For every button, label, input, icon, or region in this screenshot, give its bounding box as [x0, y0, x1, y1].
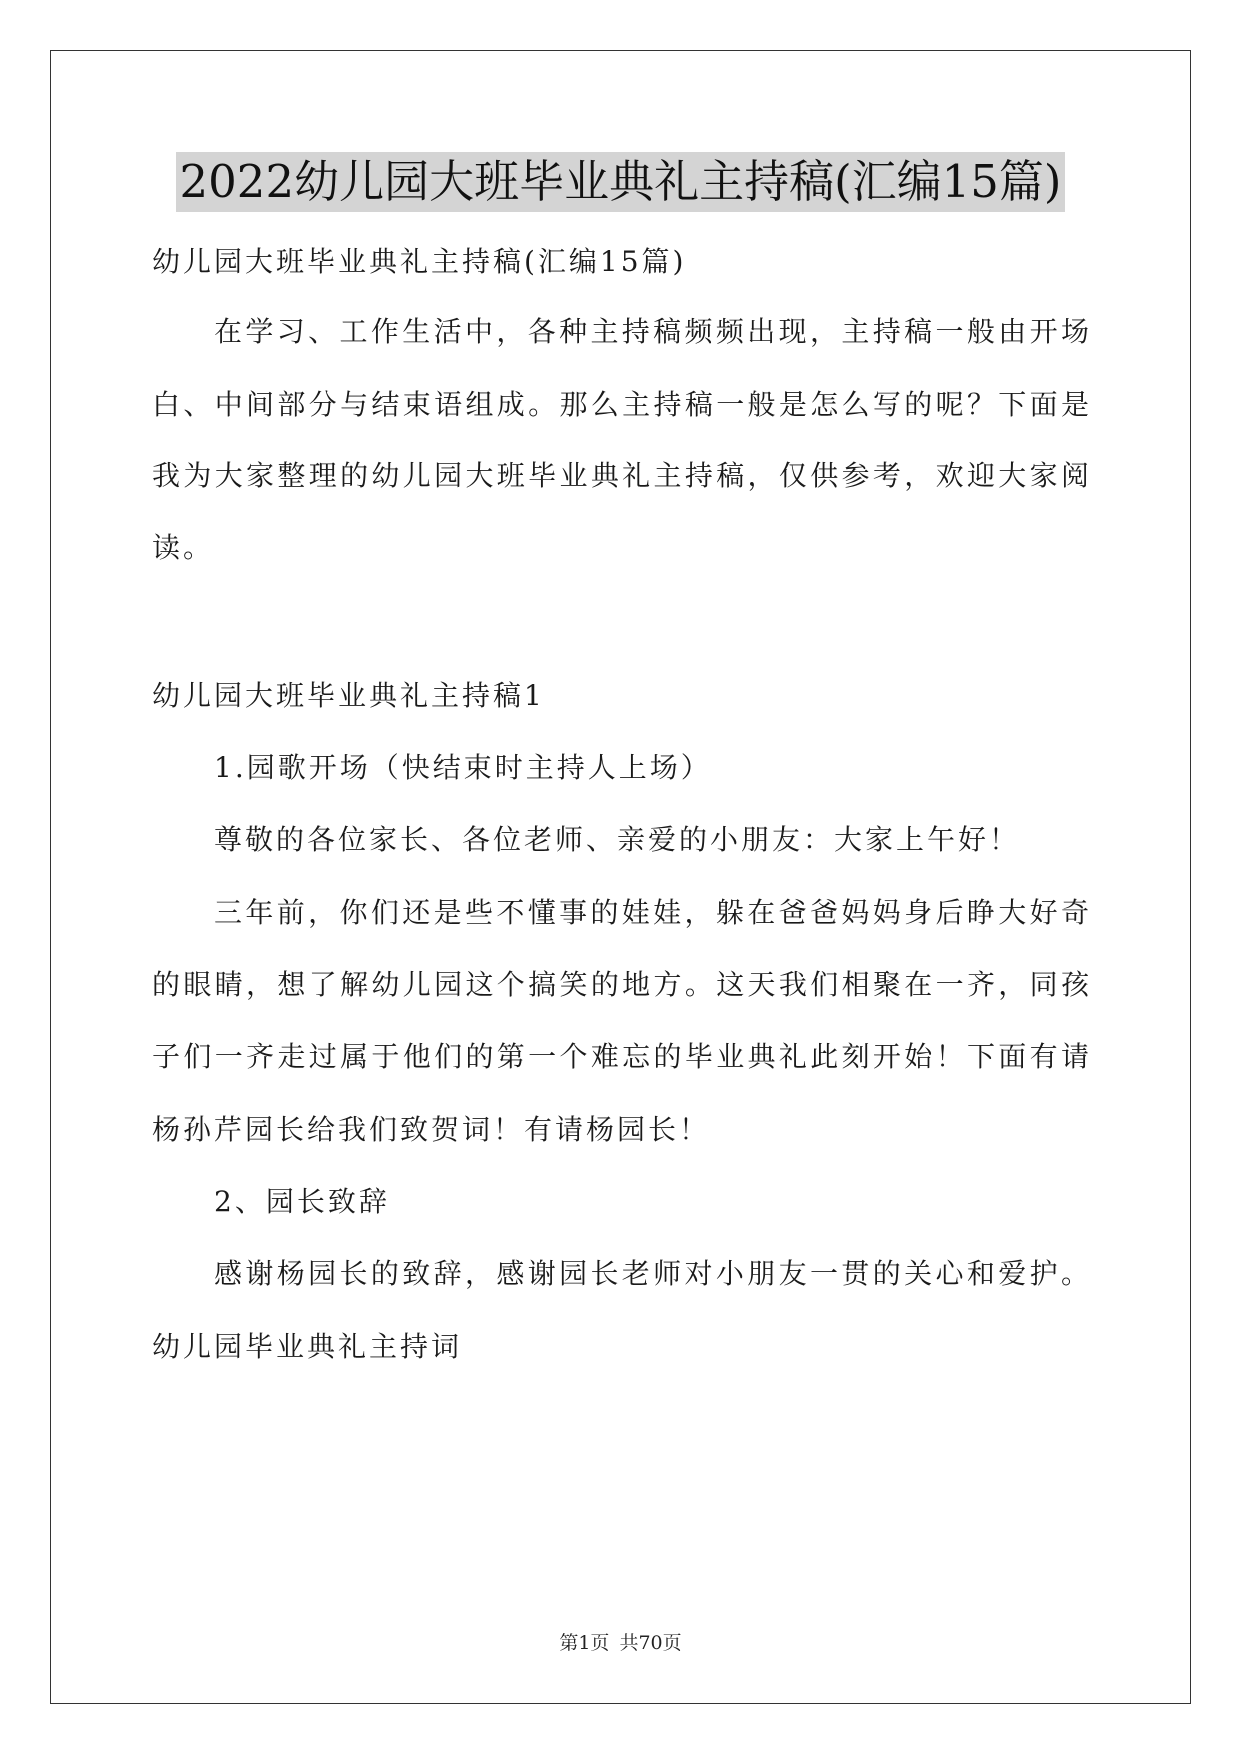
- section-heading: 幼儿园大班毕业典礼主持稿1: [152, 679, 545, 712]
- paragraph-line: 感谢杨园长的致辞，感谢园长老师对小朋友一贯的关心和爱护。: [214, 1257, 1092, 1290]
- document-title: 2022幼儿园大班毕业典礼主持稿(汇编15篇): [176, 152, 1066, 212]
- paragraph-line: 在学习、工作生活中，各种主持稿频频出现，主持稿一般由开场: [214, 315, 1092, 348]
- page-footer: [0, 1628, 1241, 1655]
- paragraph-line: 读。: [152, 531, 215, 564]
- paragraph-line: 1.园歌开场（快结束时主持人上场）: [214, 751, 712, 784]
- paragraph-line: 杨孙芹园长给我们致贺词！有请杨园长！: [152, 1113, 711, 1146]
- paragraph-line: 的眼睛，想了解幼儿园这个搞笑的地方。这天我们相聚在一齐，同孩: [152, 968, 1092, 1001]
- paragraph-line: 2、园长致辞: [214, 1185, 390, 1218]
- paragraph-line: 我为大家整理的幼儿园大班毕业典礼主持稿，仅供参考，欢迎大家阅: [152, 459, 1092, 492]
- paragraph-line: 三年前，你们还是些不懂事的娃娃，躲在爸爸妈妈身后睁大好奇: [214, 896, 1092, 929]
- title-container: [0, 152, 1241, 212]
- paragraph-line: 白、中间部分与结束语组成。那么主持稿一般是怎么写的呢？下面是: [152, 388, 1092, 421]
- paragraph-line: 子们一齐走过属于他们的第一个难忘的毕业典礼此刻开始！下面有请: [152, 1040, 1092, 1073]
- page-frame: [50, 50, 1191, 1704]
- page-total: 共70页: [619, 1632, 682, 1654]
- paragraph-line: 尊敬的各位家长、各位老师、亲爱的小朋友：大家上午好！: [214, 823, 1021, 856]
- page-number: 第1页: [559, 1632, 610, 1654]
- paragraph-line: 幼儿园毕业典礼主持词: [152, 1330, 463, 1363]
- subtitle-line: 幼儿园大班毕业典礼主持稿(汇编15篇): [152, 245, 687, 278]
